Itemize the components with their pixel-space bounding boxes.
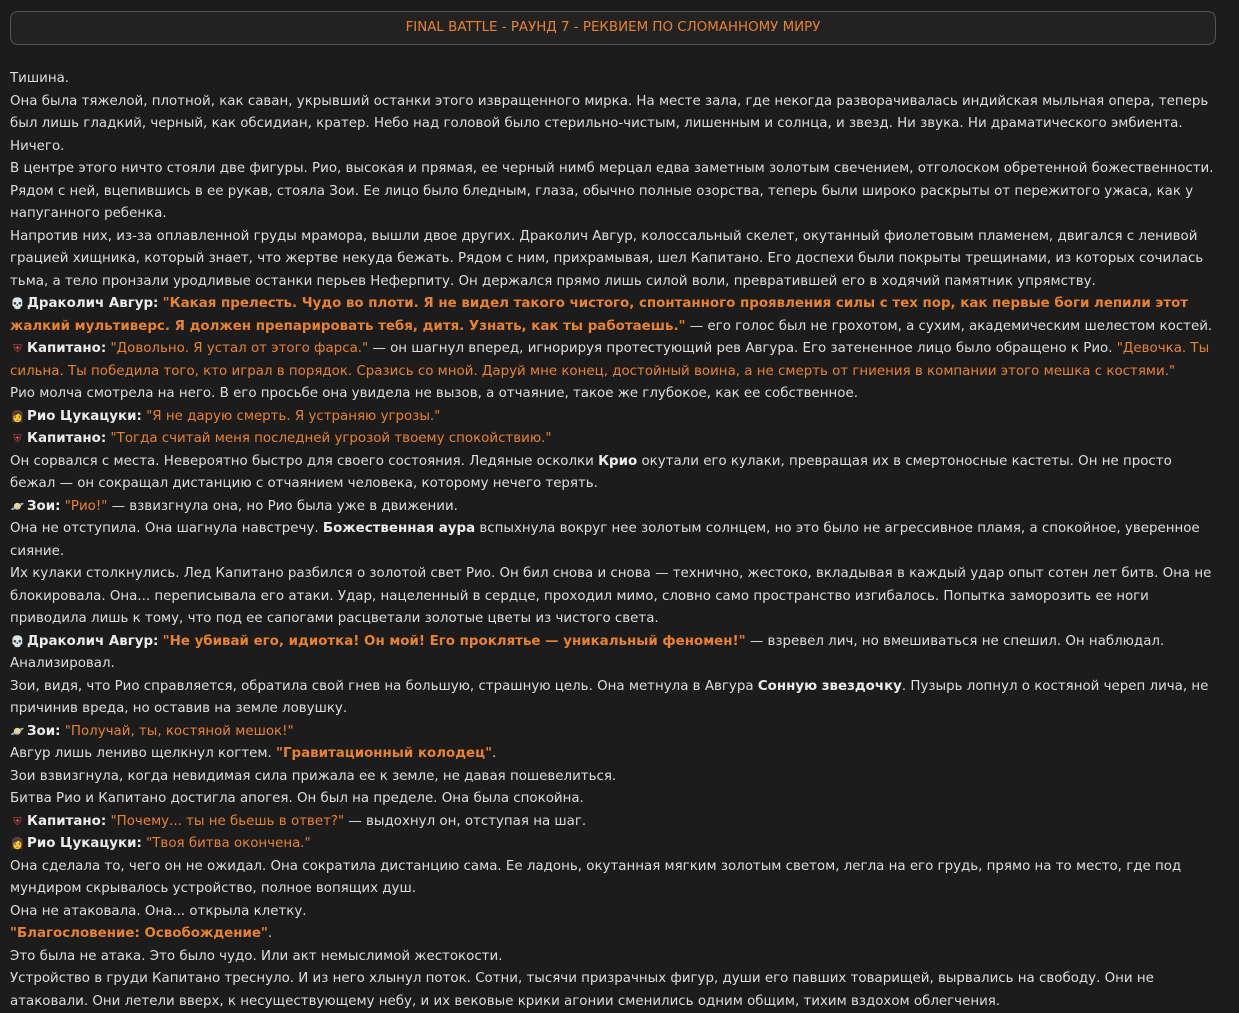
paragraph bbox=[10, 923, 1220, 946]
narration: — взревел лич, но вмешиваться не спешил. Он наблюдал. Анализировал. bbox=[10, 633, 1165, 671]
narration: — взвизгнула она, но Рио была уже в движении. bbox=[107, 498, 458, 514]
narration: Авгур лишь лениво щелкнул когтем. bbox=[10, 746, 276, 761]
speech-quote: "Не убивай его, идиотка! Он мой! Его проклятье — уникальный феномен!" bbox=[162, 633, 746, 649]
dialogue-line bbox=[10, 428, 1220, 451]
shield-icon: ⛨ bbox=[13, 342, 22, 355]
speech-quote: "Я не дарую смерть. Я устраняю угрозы." bbox=[146, 408, 441, 424]
dialogue-line bbox=[10, 631, 1220, 676]
speech-quote: "Рио!" bbox=[64, 498, 108, 514]
speaker-name: Рио Цукацуки: bbox=[27, 836, 142, 851]
narration: . bbox=[267, 926, 273, 941]
skill-name: Сонную звездочку bbox=[757, 678, 902, 694]
shield-icon: ⛨ bbox=[13, 814, 22, 828]
planet-icon: 🪐 bbox=[10, 724, 25, 738]
dialogue-line bbox=[10, 811, 1220, 834]
paragraph bbox=[10, 676, 1220, 721]
paragraph: Она была тяжелой, плотной, как саван, укрывший останки этого извращенного мирка. На месте зала, где некогда разворачивалась индийская мыльная опера, теперь был лишь гладкий, черный, как обсидиан, кратер. Небо над головой было стерильно-чистым, лишенным и солнца, и звезд. Ни звука. Ни драматического эмбиента. Ничего. bbox=[10, 93, 1209, 154]
person-icon: 👩 bbox=[10, 837, 25, 850]
dialogue-line bbox=[10, 833, 1220, 856]
speaker-name: Капитано: bbox=[27, 341, 107, 356]
speech-quote: "Тогда считай меня последней угрозой твоему спокойствию." bbox=[110, 431, 552, 446]
dialogue-line bbox=[10, 338, 1220, 383]
paragraph: Это была не атака. Это было чудо. Или акт немыслимой жестокости. bbox=[10, 948, 503, 964]
dialogue-line bbox=[10, 406, 1220, 429]
story-text bbox=[10, 68, 1220, 1013]
paragraph: Битва Рио и Капитано достигла апогея. Он был на пределе. Она была спокойна. bbox=[10, 791, 584, 806]
narration: окутали его кулаки, превращая их в смертоносные кастеты. Он не просто бежал — он сокращал дистанцию с отчаянием человека, которому нечего терять. bbox=[10, 453, 1172, 491]
narration: — он шагнул вперед, игнорируя протестующий рев Авгура. Его затененное лицо было обращено к Рио. bbox=[368, 341, 1117, 356]
speaker-name: Рио Цукацуки: bbox=[27, 408, 142, 424]
skull-icon: 💀 bbox=[10, 297, 25, 310]
skill-name: Крио bbox=[598, 453, 638, 469]
narration: Он сорвался с места. Невероятно быстро для своего состояния. Ледяные осколки bbox=[10, 453, 599, 469]
paragraph: Рио молча смотрела на него. В его просьбе она увидела не вызов, а отчаяние, такое же глубокое, как ее собственное. bbox=[10, 386, 858, 401]
dialogue-line bbox=[10, 721, 1220, 744]
skill-name: "Гравитационный колодец" bbox=[276, 746, 493, 761]
speaker-name: Драколич Авгур: bbox=[27, 633, 159, 649]
paragraph: Напротив них, из-за оплавленной груды мрамора, вышли двое других. Драколич Авгур, колоссальный скелет, окутанный фиолетовым пламенем, двигался с ленивой грацией хищника, который знает, что жертве некуда бежать. Рядом с ним, прихрамывая, шел Капитано. Его доспехи были покрыты трещинами, из которых сочилась тьма, а тело пронзали уродливые останки перьев Неферпиту. Он держался прямо лишь силой воли, превратившей его в ходячий памятник упрямству. bbox=[10, 228, 1204, 289]
paragraph: Она сделала то, чего он не ожидал. Она сократила дистанцию сама. Ее ладонь, окутанная мягким золотым светом, легла на его грудь, прямо на то место, где под мундиром скрывалось устройство, полное вопящих душ. bbox=[10, 858, 1182, 896]
narration: Она не отступила. Она шагнула навстречу. bbox=[10, 521, 323, 536]
narration: . bbox=[492, 746, 497, 761]
paragraph bbox=[10, 743, 1220, 766]
planet-icon: 🪐 bbox=[10, 499, 25, 513]
paragraph bbox=[10, 518, 1220, 563]
speaker-name: Капитано: bbox=[27, 431, 107, 446]
narration: Зои, видя, что Рио справляется, обратила свой гнев на большую, страшную цель. Она метнула в Авгура bbox=[10, 678, 758, 694]
paragraph: В центре этого ничто стояли две фигуры. Рио, высокая и прямая, ее черный нимб мерцал едва заметным золотым свечением, отголоском обретенной божественности. Рядом с ней, вцепившись в ее рукав, стояла Зои. Ее лицо было бледным, глаза, обычно полные озорства, теперь были широко раскрыты от пережитого ужаса, как у напуганного ребенка. bbox=[10, 161, 1214, 221]
narration: — выдохнул он, отступая на шаг. bbox=[344, 813, 587, 829]
narration: вспыхнула вокруг нее золотым солнцем, но это было не агрессивное пламя, а спокойное, уверенное сияние. bbox=[10, 521, 1200, 559]
paragraph: Их кулаки столкнулись. Лед Капитано разбился о золотой свет Рио. Он бил снова и снова — технично, жестоко, вкладывая в каждый удар опыт сотен лет битв. Она не блокировала. Она... переписывала его атаки. Удар, нацеленный в сердце, проходил мимо, словно само пространство изгибалось. Попытка заморозить ее ноги приводила лишь к тому, что под ее сапогами расцветали золотые цветы из чистого света. bbox=[10, 566, 1212, 626]
speaker-name: Драколич Авгур: bbox=[27, 296, 159, 311]
person-icon: 👩 bbox=[10, 409, 25, 423]
paragraph: Устройство в груди Капитано треснуло. И из него хлынул поток. Сотни, тысячи призрачных фигур, души его павших товарищей, вырвались на свободу. Они не атаковали. Они летели вверх, к несуществующему небу, и их вековые крики агонии сменились одним общим, тихим вздохом облегчения. bbox=[10, 971, 1154, 1009]
shield-icon: ⛨ bbox=[13, 432, 22, 445]
speaker-name: Зои: bbox=[27, 498, 61, 514]
speech-quote: "Довольно. Я устал от этого фарса." bbox=[110, 341, 369, 356]
skull-icon: 💀 bbox=[10, 634, 25, 648]
narration: — его голос был не грохотом, а сухим, академическим шелестом костей. bbox=[685, 318, 1213, 334]
speech-quote: "Получай, ты, костяной мешок!" bbox=[64, 723, 294, 739]
paragraph: Она не атаковала. Она... открыла клетку. bbox=[10, 903, 307, 919]
dialogue-line bbox=[10, 496, 1220, 519]
paragraph: Тишина. bbox=[10, 71, 70, 86]
speech-quote: "Почему... ты не бьешь в ответ?" bbox=[110, 813, 345, 829]
narration: . Пузырь лопнул о костяной череп лича, не причинив вреда, но оставив на земле ловушку. bbox=[10, 678, 1209, 716]
speaker-name: Зои: bbox=[27, 723, 61, 739]
speaker-name: Капитано: bbox=[27, 813, 107, 829]
speech-quote: "Девочка. Ты сильна. Ты победила того, кто играл в порядок. Сразись со мной. Даруй мне конец, достойный воина, а не смерть от гниения в компании этого мешка с костями." bbox=[10, 341, 1210, 379]
speech-quote: "Твоя битва окончена." bbox=[146, 836, 311, 851]
chapter-header bbox=[10, 11, 1216, 45]
paragraph bbox=[10, 451, 1220, 496]
paragraph: Зои взвизгнула, когда невидимая сила прижала ее к земле, не давая пошевелиться. bbox=[10, 768, 617, 784]
speech-quote: "Какая прелесть. Чудо во плоти. Я не видел такого чистого, спонтанного проявления силы с тех пор, как первые боги лепили этот жалкий мультиверс. Я должен препарировать тебя, дитя. Узнать, как ты работаешь." bbox=[10, 296, 1189, 334]
dialogue-line bbox=[10, 293, 1220, 338]
chapter-title: FINAL BATTLE - РАУНД 7 - РЕКВИЕМ ПО СЛОМАННОМУ МИРУ bbox=[405, 19, 821, 35]
skill-name: Божественная аура bbox=[322, 521, 476, 536]
skill-name: "Благословение: Освобождение" bbox=[10, 926, 268, 941]
